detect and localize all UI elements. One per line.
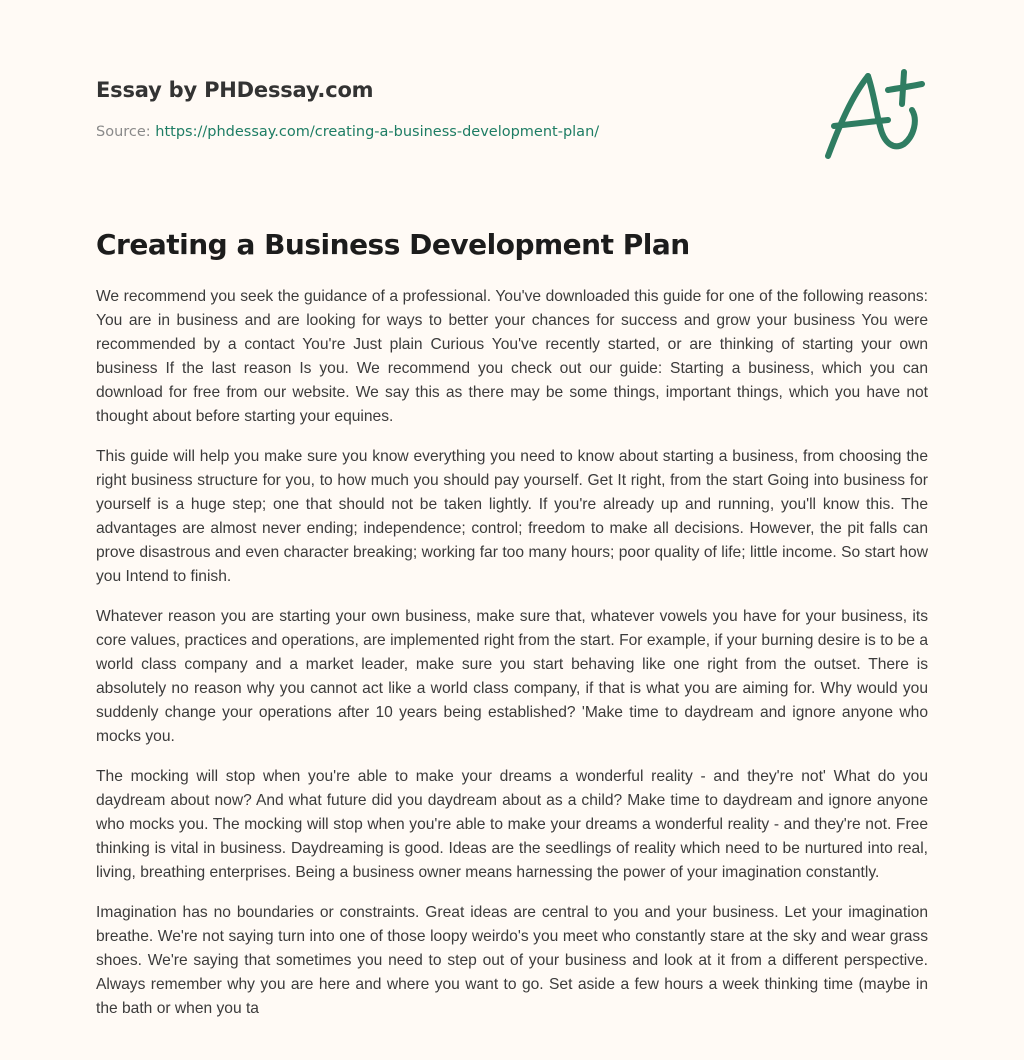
site-title: Essay by PHDessay.com bbox=[96, 78, 374, 102]
page-title: Creating a Business Development Plan bbox=[96, 228, 690, 261]
essay-paragraph: Whatever reason you are starting your own business, make sure that, whatever vowels you have for your business, its core values, practices and operations, are implemented right from the start. For example, if your burning desire is to be a world class company and a market leader, make sure you start behaving like one right from the outset. There is absolutely no reason why you cannot act like a world class company, if that is what you are aiming for. Why would you suddenly change your operations after 10 years being established? 'Make time to daydream and ignore anyone who mocks you. bbox=[96, 608, 928, 745]
source-label: Source: bbox=[96, 124, 151, 140]
essay-paragraph: The mocking will stop when you're able to make your dreams a wonderful reality - and they're not' What do you daydream about now? And what future did you daydream about as a child? Make time to daydream and ignore anyone who mocks you. The mocking will stop when you're able to make your dreams a wonderful reality - and they're not. Free thinking is vital in business. Daydreaming is good. Ideas are the seedlings of reality which need to be nurtured into real, living, breathing enterprises. Being a business owner means harnessing the power of your imagination constantly. bbox=[96, 768, 928, 881]
source-line bbox=[96, 122, 696, 142]
source-link[interactable]: https://phdessay.com/creating-a-business-development-plan/ bbox=[155, 124, 600, 140]
essay-paragraph: This guide will help you make sure you know everything you need to know about starting a business, from choosing the right business structure for you, to how much you should pay yourself. Get It right, from the start Going into business for yourself is a huge step; one that should not be taken lightly. If you're already up and running, you'll know this. The advantages are almost never ending; independence; control; freedom to make all decisions. However, the pit falls can prove disastrous and even character breaking; working far too many hours; poor quality of life; little income. So start how you Intend to finish. bbox=[96, 448, 928, 585]
a-plus-grade-icon bbox=[818, 64, 930, 168]
page-header bbox=[96, 76, 696, 142]
essay-paragraph: We recommend you seek the guidance of a professional. You've downloaded this guide for one of the following reasons: You are in business and are looking for ways to better your chances for success and grow your business You were recommended by a contact You're Just plain Curious You've recently started, or are thinking of starting your own business If the last reason Is you. We recommend you check out our guide: Starting a business, which you can download for free from our website. We say this as there may be some things, important things, which you have not thought about before starting your equines. bbox=[96, 288, 928, 425]
essay-body bbox=[96, 285, 928, 1037]
essay-paragraph: Imagination has no boundaries or constraints. Great ideas are central to you and your business. Let your imagination breathe. We're not saying turn into one of those loopy weirdo's you meet who constantly stare at the sky and wear grass shoes. We're saying that sometimes you need to step out of your business and look at it from a different perspective. Always remember why you are here and where you want to go. Set aside a few hours a week thinking time (maybe in the bath or when you ta bbox=[96, 904, 928, 1017]
